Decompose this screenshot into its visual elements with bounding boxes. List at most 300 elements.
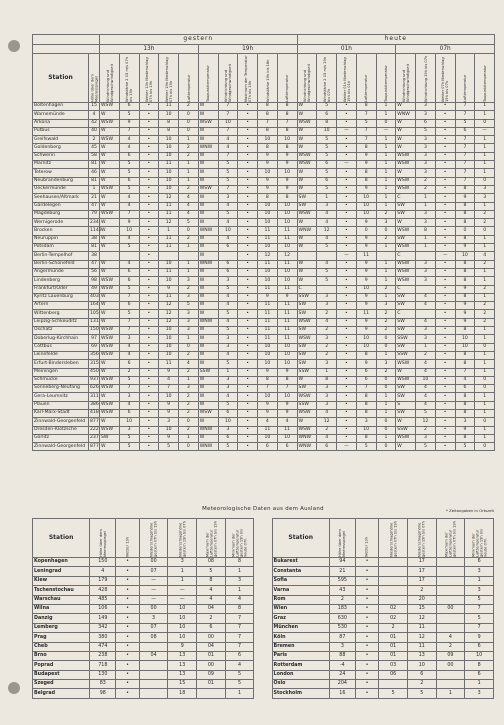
abroad-cell: 428: [90, 586, 116, 595]
data-cell: 8: [356, 169, 376, 177]
data-cell: 3: [416, 144, 436, 152]
data-cell: 11: [258, 260, 278, 268]
col-head: Lufttemperatur: [455, 54, 475, 103]
data-cell: 5: [119, 443, 139, 451]
station-name: Gardelegen: [33, 202, 89, 210]
data-cell: 2: [317, 351, 337, 359]
data-cell: S: [396, 401, 416, 409]
table-row: [33, 244, 495, 252]
data-cell: 9: [277, 401, 297, 409]
abroad-station-name: München: [272, 623, 329, 632]
data-cell: •: [435, 194, 455, 202]
station-name: Ueckermünde: [33, 185, 89, 193]
abroad-station-name: Wien: [272, 604, 329, 613]
abroad-cell: 07: [139, 623, 168, 632]
data-cell: 8: [416, 227, 436, 235]
abroad-station-name: Kiew: [33, 576, 90, 585]
station-name: Arkona: [33, 119, 89, 127]
data-cell: 3: [218, 194, 238, 202]
abroad-row: [33, 633, 494, 642]
data-cell: •: [435, 177, 455, 185]
data-cell: WNW: [198, 426, 218, 434]
abroad-cell: •: [355, 680, 378, 689]
data-cell: 10: [416, 376, 436, 384]
data-cell: •: [139, 227, 159, 235]
station-name: Teterow: [33, 169, 89, 177]
abroad-station-name: Köln: [272, 633, 329, 642]
data-cell: 3: [179, 293, 199, 301]
data-cell: •: [238, 202, 258, 210]
data-cell: [416, 285, 436, 293]
abroad-cell: 149: [90, 614, 116, 623]
data-cell: 8: [258, 111, 278, 119]
data-cell: 10: [277, 202, 297, 210]
abroad-cell: 1: [168, 576, 197, 585]
data-cell: 11: [159, 268, 179, 276]
data-cell: 8: [317, 376, 337, 384]
data-cell: 1: [475, 268, 495, 276]
table-row: [33, 202, 495, 210]
abroad-cell: •: [355, 670, 378, 679]
abroad-station-name: Varna: [272, 586, 329, 595]
table-row: [33, 434, 495, 442]
data-cell: •: [435, 351, 455, 359]
data-cell: 4: [416, 368, 436, 376]
data-cell: •: [238, 277, 258, 285]
data-cell: W: [198, 310, 218, 318]
data-cell: W: [198, 385, 218, 393]
data-cell: SW: [396, 210, 416, 218]
data-cell: WSW: [100, 335, 120, 343]
abroad-cell: 183: [329, 604, 355, 613]
data-cell: •: [435, 111, 455, 119]
data-cell: 10: [159, 136, 179, 144]
data-cell: 10: [119, 418, 139, 426]
data-cell: 1: [416, 244, 436, 252]
station-name: Potsdam: [33, 244, 89, 252]
data-cell: WSW: [297, 119, 317, 127]
abroad-cell: 16: [329, 689, 355, 698]
data-cell: 1: [475, 161, 495, 169]
altitude-cell: 56: [89, 268, 100, 276]
abroad-station-header: Station: [33, 519, 90, 558]
abroad-cell: [379, 595, 408, 604]
data-cell: 4: [317, 210, 337, 218]
data-cell: •: [337, 368, 357, 376]
abroad-cell: 9: [168, 642, 197, 651]
data-cell: SSW: [396, 426, 416, 434]
table-row: [33, 219, 495, 227]
data-cell: 3: [376, 219, 396, 227]
data-cell: 3: [376, 360, 396, 368]
data-cell: 3: [317, 335, 337, 343]
data-cell: 8: [356, 401, 376, 409]
data-cell: •: [337, 244, 357, 252]
data-cell: •: [337, 335, 357, 343]
data-cell: WNW: [198, 144, 218, 152]
abroad-cell: 150: [90, 558, 116, 567]
abroad-cell: 10: [168, 614, 197, 623]
altitude-cell: 937: [89, 376, 100, 384]
data-cell: 1: [416, 194, 436, 202]
data-cell: 10: [277, 268, 297, 276]
data-cell: 11: [277, 302, 297, 310]
abroad-cell: 4: [197, 595, 226, 604]
abroad-cell: •: [355, 576, 378, 585]
data-cell: 4: [416, 401, 436, 409]
abroad-station-name: Bremen: [272, 642, 329, 651]
abroad-station-header: Station: [272, 519, 329, 558]
data-cell: 1: [475, 426, 495, 434]
table-row: [33, 260, 495, 268]
station-name: Berlin-Tempelhof: [33, 252, 89, 260]
data-cell: 5: [455, 119, 475, 127]
abroad-cell: —: [168, 595, 197, 604]
data-cell: 7: [356, 136, 376, 144]
data-cell: 1: [376, 293, 396, 301]
data-cell: W: [100, 443, 120, 451]
abroad-cell: 07: [139, 567, 168, 576]
data-cell: •: [435, 185, 455, 193]
data-cell: 1: [475, 202, 495, 210]
data-cell: 1: [179, 136, 199, 144]
abroad-cell: 1: [436, 689, 465, 698]
data-cell: 10: [159, 343, 179, 351]
data-cell: W: [297, 219, 317, 227]
data-cell: 0: [356, 227, 376, 235]
data-cell: •: [435, 227, 455, 235]
data-cell: WSW: [396, 268, 416, 276]
data-cell: •: [238, 360, 258, 368]
data-cell: 9: [258, 185, 278, 193]
abroad-cell: 3: [465, 586, 494, 595]
data-cell: 8: [356, 393, 376, 401]
data-cell: W: [100, 111, 120, 119]
data-cell: 3: [317, 360, 337, 368]
data-cell: WSW: [396, 376, 416, 384]
data-cell: 4: [218, 202, 238, 210]
abroad-cell: [436, 595, 465, 604]
data-cell: 5: [119, 434, 139, 442]
data-cell: 10: [258, 434, 278, 442]
abroad-cell: 2: [407, 586, 436, 595]
abroad-row: [33, 558, 494, 567]
data-cell: •: [238, 210, 258, 218]
abroad-cell: 06: [379, 670, 408, 679]
abroad-cell: •: [355, 567, 378, 576]
abroad-cell: 10: [407, 661, 436, 670]
data-cell: 8: [356, 434, 376, 442]
data-cell: 1: [179, 169, 199, 177]
data-cell: 4: [258, 418, 278, 426]
data-cell: 9: [277, 185, 297, 193]
data-cell: 10: [277, 244, 297, 252]
data-cell: WSW: [396, 185, 416, 193]
data-cell: 5: [356, 443, 376, 451]
data-cell: 7: [356, 385, 376, 393]
abroad-cell: 18: [168, 689, 197, 698]
data-cell: 4: [416, 302, 436, 310]
data-cell: W: [297, 177, 317, 185]
data-cell: WSW: [297, 210, 317, 218]
data-cell: W: [198, 327, 218, 335]
data-cell: •: [238, 335, 258, 343]
data-cell: •: [435, 368, 455, 376]
data-cell: 1: [179, 177, 199, 185]
data-cell: 10: [159, 169, 179, 177]
abroad-cell: 00: [139, 558, 168, 567]
abroad-cell: 13: [168, 661, 197, 670]
data-cell: W: [100, 194, 120, 202]
data-cell: 1: [317, 368, 337, 376]
data-cell: WSW: [100, 343, 120, 351]
data-cell: WSW: [100, 136, 120, 144]
data-cell: W: [100, 202, 120, 210]
data-cell: 4: [119, 194, 139, 202]
data-cell: 5: [119, 185, 139, 193]
data-cell: 8: [455, 434, 475, 442]
data-cell: 7: [455, 161, 475, 169]
abroad-cell: 2: [197, 614, 226, 623]
data-cell: 0: [376, 119, 396, 127]
data-cell: [416, 310, 436, 318]
col-head: Wetter 19h Niederschlag 07h bis 19h: [159, 54, 179, 103]
abroad-station-name: Kopenhagen: [33, 558, 90, 567]
data-cell: •: [238, 152, 258, 160]
data-cell: •: [337, 310, 357, 318]
abroad-cell: 17: [407, 558, 436, 567]
table-row: [33, 103, 495, 111]
station-name: Karl-Marx-Stadt: [33, 409, 89, 417]
data-cell: 3: [317, 293, 337, 301]
data-cell: C: [396, 252, 416, 260]
data-cell: •: [139, 119, 159, 127]
data-cell: •: [139, 409, 159, 417]
data-cell: SW: [297, 202, 317, 210]
data-cell: 2: [179, 393, 199, 401]
altitude-cell: 450: [89, 368, 100, 376]
data-cell: WSW: [100, 426, 120, 434]
data-cell: 5: [218, 443, 238, 451]
time-01h: 01h: [297, 45, 396, 54]
data-cell: 12: [317, 418, 337, 426]
abroad-cell: •: [355, 558, 378, 567]
data-cell: 10: [159, 351, 179, 359]
data-cell: 9: [277, 409, 297, 417]
data-cell: W: [198, 360, 218, 368]
data-cell: •: [238, 169, 258, 177]
altitude-cell: 38: [89, 252, 100, 260]
data-cell: 6: [119, 277, 139, 285]
data-cell: 4: [218, 235, 238, 243]
data-cell: •: [435, 268, 455, 276]
data-cell: •: [139, 219, 159, 227]
station-name: Magdeburg: [33, 210, 89, 218]
data-cell: 10: [356, 343, 376, 351]
data-cell: •: [139, 310, 159, 318]
data-cell: 7: [356, 111, 376, 119]
abroad-cell: 01: [197, 651, 226, 660]
abroad-cell: •: [355, 623, 378, 632]
data-cell: 1: [179, 268, 199, 276]
abroad-cell: 718: [90, 661, 116, 670]
data-cell: SSW: [396, 335, 416, 343]
abroad-row: [33, 689, 494, 698]
data-cell: •: [139, 318, 159, 326]
abroad-col-head: Niederschlagshöhe gestern 19h bis 07h: [168, 519, 197, 558]
data-cell: 7: [455, 136, 475, 144]
abroad-cell: 130: [90, 670, 116, 679]
data-cell: W: [100, 144, 120, 152]
data-cell: •: [337, 293, 357, 301]
data-cell: 4: [119, 136, 139, 144]
data-cell: 8: [455, 268, 475, 276]
abroad-cell: [436, 586, 465, 595]
altitude-cell: 237: [89, 434, 100, 442]
abroad-station-name: Graz: [272, 614, 329, 623]
data-cell: 8: [455, 235, 475, 243]
data-cell: •: [139, 385, 159, 393]
data-cell: 2: [376, 318, 396, 326]
station-name: Leipzig-Schkeuditz: [33, 318, 89, 326]
data-cell: 2: [317, 426, 337, 434]
data-cell: 5: [356, 119, 376, 127]
data-cell: •: [139, 426, 159, 434]
data-cell: W: [198, 418, 218, 426]
data-cell: 6: [119, 302, 139, 310]
data-cell: 10: [258, 219, 278, 227]
data-cell: 10: [317, 127, 337, 135]
abroad-cell: 00: [139, 604, 168, 613]
data-cell: 8: [159, 127, 179, 135]
data-cell: •: [139, 393, 159, 401]
data-cell: WNW: [198, 227, 218, 235]
data-cell: 5: [119, 244, 139, 252]
abroad-cell: 1: [225, 586, 254, 595]
abroad-cell: [436, 576, 465, 585]
data-cell: •: [435, 318, 455, 326]
data-cell: 8: [277, 144, 297, 152]
data-cell: 7: [218, 127, 238, 135]
data-cell: •: [435, 285, 455, 293]
table-row: [33, 111, 495, 119]
data-cell: 11: [258, 318, 278, 326]
abroad-cell: [139, 670, 168, 679]
data-cell: 11: [258, 310, 278, 318]
abroad-cell: 4: [197, 586, 226, 595]
data-cell: 10: [356, 210, 376, 218]
table-row: [33, 385, 495, 393]
punch-hole-bottom: [8, 682, 20, 694]
data-cell: W: [198, 127, 218, 135]
abroad-cell: 13: [407, 651, 436, 660]
data-cell: 1: [376, 177, 396, 185]
station-name: Doberlug-Kirchhain: [33, 335, 89, 343]
table-row: [33, 185, 495, 193]
table-row: [33, 351, 495, 359]
data-cell: W: [297, 235, 317, 243]
data-cell: 5: [455, 443, 475, 451]
data-cell: W: [297, 418, 317, 426]
altitude-cell: 58: [89, 152, 100, 160]
data-cell: 10: [277, 360, 297, 368]
data-cell: 4: [416, 293, 436, 301]
abroad-cell: •: [116, 614, 139, 623]
data-cell: 5: [317, 136, 337, 144]
altitude-cell: 131: [89, 318, 100, 326]
abroad-cell: 08: [139, 633, 168, 642]
data-cell: 1: [376, 194, 396, 202]
abroad-cell: 7: [225, 614, 254, 623]
data-cell: 7: [119, 385, 139, 393]
data-cell: C: [297, 285, 317, 293]
data-cell: WNW: [297, 227, 317, 235]
abroad-cell: 04: [197, 642, 226, 651]
data-cell: 8: [356, 409, 376, 417]
data-cell: •: [435, 127, 455, 135]
data-cell: 11: [258, 235, 278, 243]
abroad-cell: •: [116, 604, 139, 613]
data-cell: 11: [258, 227, 278, 235]
data-cell: W: [100, 393, 120, 401]
data-cell: WSW: [396, 360, 416, 368]
data-cell: 2: [179, 152, 199, 160]
data-cell: 7: [159, 385, 179, 393]
data-cell: W: [297, 127, 317, 135]
data-cell: 1: [475, 144, 495, 152]
data-cell: •: [139, 252, 159, 260]
data-cell: •: [435, 310, 455, 318]
data-cell: 2: [179, 351, 199, 359]
abroad-cell: 09: [197, 670, 226, 679]
data-cell: •: [337, 144, 357, 152]
data-cell: •: [139, 235, 159, 243]
data-cell: SSW: [396, 351, 416, 359]
data-cell: SW: [297, 385, 317, 393]
data-cell: SW: [396, 327, 416, 335]
data-cell: W: [396, 418, 416, 426]
abroad-cell: [139, 661, 168, 670]
data-cell: 10: [277, 210, 297, 218]
data-cell: •: [337, 169, 357, 177]
data-cell: 3: [376, 302, 396, 310]
data-cell: 9: [119, 219, 139, 227]
data-cell: 9: [455, 426, 475, 434]
abroad-cell: 6: [465, 670, 494, 679]
data-cell: 8: [356, 103, 376, 111]
abroad-cell: 87: [329, 633, 355, 642]
data-cell: 10: [455, 343, 475, 351]
data-cell: 1: [475, 409, 495, 417]
data-cell: 8: [455, 401, 475, 409]
data-cell: 11: [277, 260, 297, 268]
station-header: Station: [33, 54, 89, 103]
data-cell: WNW: [297, 434, 317, 442]
col-head: Wetter 13h Niederschlag 07h bis 19h: [139, 54, 159, 103]
table-row: [33, 318, 495, 326]
data-cell: 10: [277, 343, 297, 351]
data-cell: WSW: [100, 185, 120, 193]
col-head: Maximum der Temperatur 07h bis 19h: [238, 54, 258, 103]
table-row: [33, 293, 495, 301]
data-cell: 1: [475, 393, 495, 401]
abroad-cell: •: [116, 567, 139, 576]
data-cell: •: [238, 327, 258, 335]
data-cell: 1: [475, 360, 495, 368]
abroad-col-head: Maximum der Lufttemperatur gestern 07h bis 19h: [436, 519, 465, 558]
data-cell: •: [238, 268, 258, 276]
data-cell: [317, 252, 337, 260]
